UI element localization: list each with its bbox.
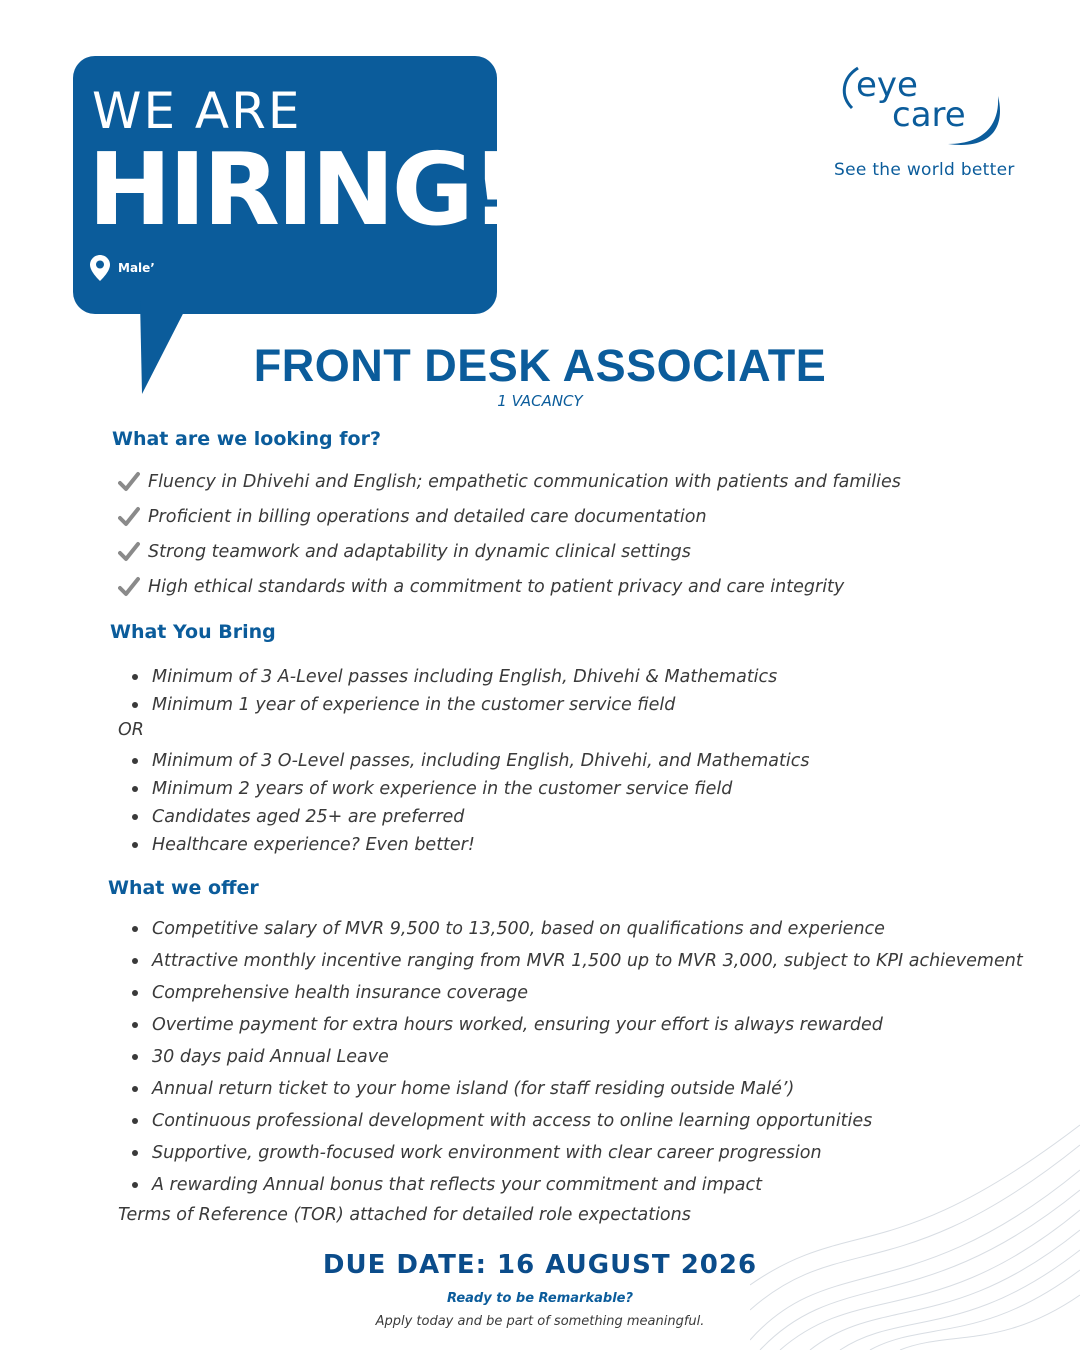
offer-text: Attractive monthly incentive ranging from MVR 1,500 up to MVR 3,000, subject to KPI achievement: [152, 951, 1023, 971]
bring-list-a-level: [130, 663, 777, 719]
vacancy-count: 1 VACANCY: [497, 392, 583, 410]
check-mark-icon: [118, 506, 140, 528]
check-mark-icon: [118, 541, 140, 563]
list-item: [130, 913, 1023, 945]
check-mark-icon: [118, 576, 140, 598]
or-separator: OR: [118, 720, 144, 740]
bring-text: Minimum 2 years of work experience in the customer service field: [152, 779, 733, 799]
offer-text: Overtime payment for extra hours worked, ensuring your effort is always rewarded: [152, 1015, 883, 1035]
list-item: [130, 1041, 1023, 1073]
list-item: [130, 775, 810, 803]
list-item: [130, 747, 810, 775]
list-item: [130, 1105, 1023, 1137]
offer-text: 30 days paid Annual Leave: [152, 1047, 389, 1067]
offer-text: A rewarding Annual bonus that reflects your commitment and impact: [152, 1175, 762, 1195]
we-are-text: WE ARE: [92, 82, 302, 140]
bring-list-o-level: [130, 747, 810, 859]
offer-text: Comprehensive health insurance coverage: [152, 983, 528, 1003]
looking-for-text: Fluency in Dhivehi and English; empathetic communication with patients and families: [148, 471, 901, 492]
offer-text: Competitive salary of MVR 9,500 to 13,500, based on qualifications and experience: [152, 919, 885, 939]
list-item: [130, 977, 1023, 1009]
check-mark-icon: [118, 471, 140, 493]
offer-heading: What we offer: [108, 877, 259, 899]
offer-text: Supportive, growth-focused work environment with clear career progression: [152, 1143, 822, 1163]
list-item: [130, 1009, 1023, 1041]
looking-for-heading: What are we looking for?: [112, 428, 381, 450]
location-label: Male’: [118, 261, 155, 275]
location-tag: [90, 255, 155, 281]
bring-text: Minimum 1 year of experience in the customer service field: [152, 695, 676, 715]
logo-text-care: care: [892, 95, 966, 135]
list-item: [130, 1073, 1023, 1105]
list-item: [130, 663, 777, 691]
offer-list: [130, 913, 1023, 1201]
offer-text: Annual return ticket to your home island (for staff residing outside Malé’): [152, 1079, 795, 1099]
list-item: [130, 691, 777, 719]
hiring-headline: HIRING!: [88, 131, 514, 248]
logo-text-eye: eye: [856, 65, 918, 105]
list-item: [118, 534, 901, 569]
tor-note: Terms of Reference (TOR) attached for detailed role expectations: [118, 1205, 691, 1225]
list-item: [118, 464, 901, 499]
list-item: [130, 1169, 1023, 1201]
job-title: FRONT DESK ASSOCIATE: [253, 340, 827, 391]
looking-for-text: Strong teamwork and adaptability in dynamic clinical settings: [148, 541, 691, 562]
bring-text: Minimum of 3 O-Level passes, including English, Dhivehi, and Mathematics: [152, 751, 810, 771]
bring-text: Healthcare experience? Even better!: [152, 835, 475, 855]
list-item: [118, 499, 901, 534]
bring-text: Minimum of 3 A-Level passes including English, Dhivehi & Mathematics: [152, 667, 778, 687]
looking-for-text: High ethical standards with a commitment to patient privacy and care integrity: [148, 576, 845, 597]
list-item: [130, 1137, 1023, 1169]
apply-text: Apply today and be part of something meaningful.: [375, 1314, 705, 1329]
looking-for-text: Proficient in billing operations and detailed care documentation: [148, 506, 707, 527]
due-date: DUE DATE: 16 AUGUST 2026: [322, 1250, 758, 1280]
bring-heading: What You Bring: [110, 621, 276, 643]
map-pin-icon: [90, 255, 110, 281]
bring-text: Candidates aged 25+ are preferred: [152, 807, 465, 827]
list-item: [118, 569, 901, 604]
brand-tagline: See the world better: [834, 160, 1015, 180]
looking-for-list: [118, 464, 901, 604]
remarkable-tagline: Ready to be Remarkable?: [446, 1291, 634, 1306]
list-item: [130, 945, 1023, 977]
list-item: [130, 803, 810, 831]
list-item: [130, 831, 810, 859]
offer-text: Continuous professional development with access to online learning opportunities: [152, 1111, 873, 1131]
